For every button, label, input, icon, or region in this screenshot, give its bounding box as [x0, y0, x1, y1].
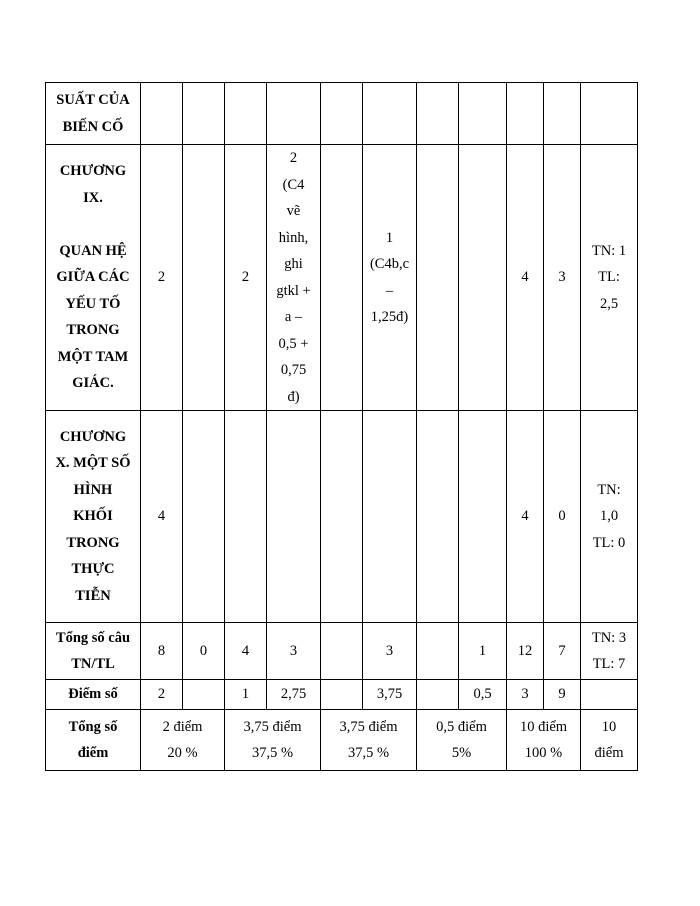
table-cell: 0,5 — [459, 680, 507, 710]
table-cell: 2 điểm 20 % — [141, 710, 225, 771]
table-cell — [321, 411, 363, 623]
table-cell: 12 — [507, 623, 544, 680]
table-cell — [363, 411, 417, 623]
table-row — [46, 83, 638, 145]
table-cell — [225, 411, 267, 623]
table-row — [46, 411, 638, 623]
table-cell: 1 — [225, 680, 267, 710]
table-cell — [141, 83, 183, 145]
table-cell: 4 — [141, 411, 183, 623]
table-cell: 3,75 — [363, 680, 417, 710]
table-row — [46, 145, 638, 411]
table-cell — [321, 623, 363, 680]
table-cell: 3 — [507, 680, 544, 710]
table-cell: 0 — [544, 411, 581, 623]
table-cell — [417, 411, 459, 623]
table-cell — [321, 145, 363, 411]
table-cell — [459, 411, 507, 623]
table-cell: 8 — [141, 623, 183, 680]
table-cell: 9 — [544, 680, 581, 710]
topic-cell: Điểm số — [46, 680, 141, 710]
table-cell — [183, 145, 225, 411]
table-cell: 2 — [141, 680, 183, 710]
table-cell: 4 — [225, 623, 267, 680]
table-cell — [417, 83, 459, 145]
table-cell — [459, 145, 507, 411]
table-cell: 3 — [544, 145, 581, 411]
table-cell — [507, 83, 544, 145]
table-cell: 2,75 — [267, 680, 321, 710]
table-row — [46, 623, 638, 680]
table-cell: 3,75 điểm 37,5 % — [321, 710, 417, 771]
table-cell — [459, 83, 507, 145]
table-cell: TN: 1 TL: 2,5 — [581, 145, 638, 411]
table-cell — [581, 83, 638, 145]
table-cell — [321, 83, 363, 145]
topic-cell: Tổng số điểm — [46, 710, 141, 771]
table-cell: 4 — [507, 145, 544, 411]
table-cell — [267, 83, 321, 145]
table-cell: 3 — [267, 623, 321, 680]
topic-cell: Tổng số câu TN/TL — [46, 623, 141, 680]
table-cell: 2 — [141, 145, 183, 411]
table-cell: 0,5 điểm 5% — [417, 710, 507, 771]
topic-cell: CHƯƠNG IX. QUAN HỆ GIỮA CÁC YẾU TỐ TRONG MỘT TAM GIÁC. — [46, 145, 141, 411]
table-cell: 2 — [225, 145, 267, 411]
assessment-matrix-table — [45, 82, 638, 771]
table-cell: 4 — [507, 411, 544, 623]
table-cell — [417, 623, 459, 680]
topic-cell: CHƯƠNG X. MỘT SỐ HÌNH KHỐI TRONG THỰC TIỄN — [46, 411, 141, 623]
table-cell: 3 — [363, 623, 417, 680]
table-cell — [544, 83, 581, 145]
table-row — [46, 710, 638, 771]
topic-cell: SUẤT CỦA BIẾN CỐ — [46, 83, 141, 145]
table-cell — [321, 680, 363, 710]
table-cell — [225, 83, 267, 145]
table-cell: 10 điểm — [581, 710, 638, 771]
table-cell: 0 — [183, 623, 225, 680]
table-cell — [183, 411, 225, 623]
table-cell: 1 — [459, 623, 507, 680]
table-cell — [267, 411, 321, 623]
table-row — [46, 680, 638, 710]
table-cell: 10 điểm 100 % — [507, 710, 581, 771]
table-cell — [581, 680, 638, 710]
table-cell: 3,75 điểm 37,5 % — [225, 710, 321, 771]
table-cell: 7 — [544, 623, 581, 680]
table-cell — [417, 145, 459, 411]
table-cell — [183, 83, 225, 145]
table-cell: TN: 1,0 TL: 0 — [581, 411, 638, 623]
table-cell: 1 (C4b,c – 1,25đ) — [363, 145, 417, 411]
table-cell — [417, 680, 459, 710]
table-cell: 2 (C4 vẽ hình, ghi gtkl + a – 0,5 + 0,75 đ) — [267, 145, 321, 411]
table-cell — [183, 680, 225, 710]
table-cell: TN: 3 TL: 7 — [581, 623, 638, 680]
table-cell — [363, 83, 417, 145]
